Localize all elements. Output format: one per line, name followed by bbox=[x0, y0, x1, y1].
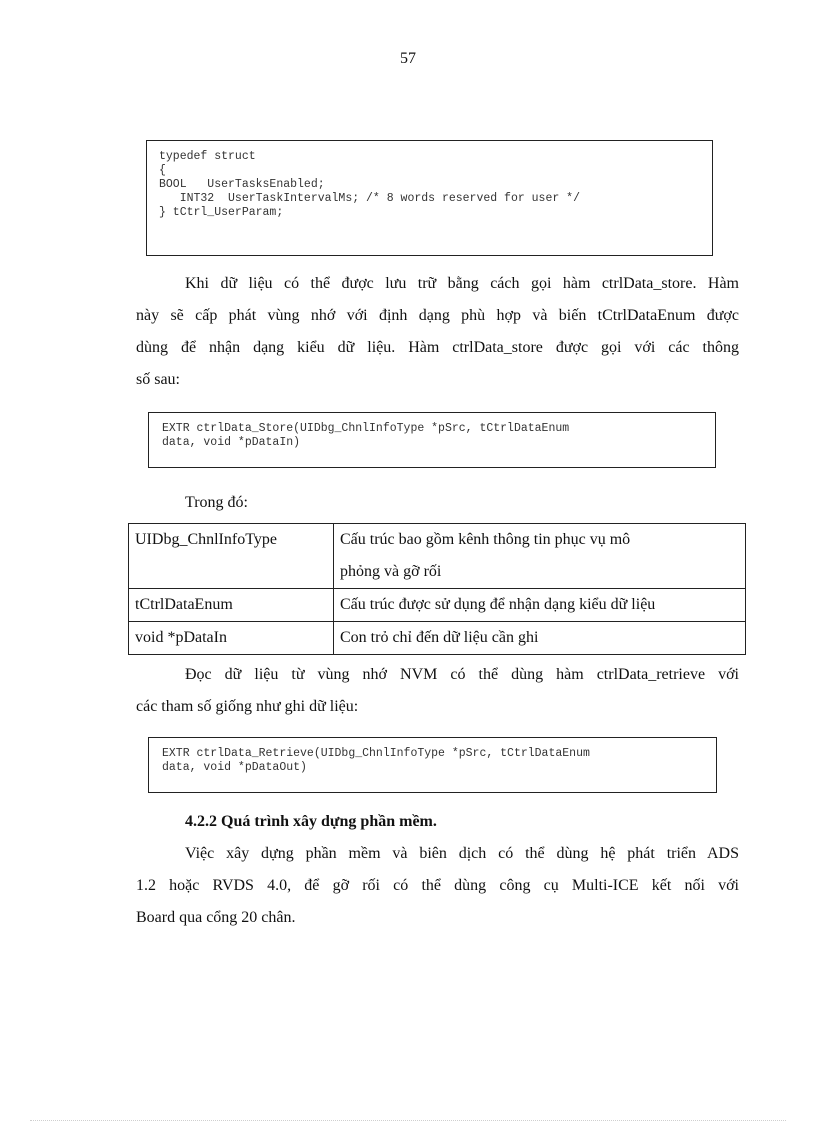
paragraph-retrieve-description bbox=[136, 659, 739, 723]
table-row bbox=[129, 589, 746, 622]
code-line: data, void *pDataIn) bbox=[162, 436, 301, 449]
code-line: EXTR ctrlData_Retrieve(UIDbg_ChnlInfoType *pSrc, tCtrlDataEnum bbox=[162, 747, 590, 760]
cell-line: Con trỏ chỉ đến dữ liệu cần ghi bbox=[340, 629, 539, 646]
page-number: 57 bbox=[400, 50, 416, 67]
table-row bbox=[129, 524, 746, 589]
code-line: typedef struct bbox=[159, 150, 256, 163]
code-line: { bbox=[159, 164, 166, 177]
text-line: Trong đó: bbox=[185, 494, 248, 511]
code-block-store-signature bbox=[148, 412, 716, 468]
table-cell-name: void *pDataIn bbox=[129, 622, 334, 655]
code-line: EXTR ctrlData_Store(UIDbg_ChnlInfoType *pSrc, tCtrlDataEnum bbox=[162, 422, 570, 435]
cell-line: phỏng và gỡ rối bbox=[340, 563, 442, 580]
paragraph-store-description bbox=[136, 268, 739, 396]
table-cell-name: UIDbg_ChnlInfoType bbox=[129, 524, 334, 589]
trong-do-label bbox=[136, 487, 739, 519]
text-line: Board qua cổng 20 chân. bbox=[136, 909, 296, 926]
code-block-struct bbox=[146, 140, 713, 256]
text-line: các tham số giống như ghi dữ liệu: bbox=[136, 698, 359, 715]
table-cell-description bbox=[334, 524, 746, 589]
code-line: data, void *pDataOut) bbox=[162, 761, 307, 774]
paragraph-build-description bbox=[136, 838, 739, 934]
text-line: dùng để nhận dạng kiểu dữ liệu. Hàm ctrlData_store được gọi với các thông bbox=[136, 339, 739, 356]
text-line: Khi dữ liệu có thể được lưu trữ bằng cách gọi hàm ctrlData_store. Hàm bbox=[185, 275, 739, 292]
parameter-table bbox=[128, 523, 746, 655]
cell-line: Cấu trúc bao gồm kênh thông tin phục vụ mô bbox=[340, 531, 631, 548]
section-heading: 4.2.2 Quá trình xây dựng phần mềm. bbox=[185, 813, 437, 830]
code-block-retrieve-signature bbox=[148, 737, 717, 793]
code-line: } tCtrl_UserParam; bbox=[159, 206, 284, 219]
text-line: này sẽ cấp phát vùng nhớ với định dạng phù hợp và biến tCtrlDataEnum được bbox=[136, 307, 739, 324]
table-cell-description bbox=[334, 622, 746, 655]
table-cell-name: tCtrlDataEnum bbox=[129, 589, 334, 622]
footer-divider bbox=[30, 1120, 786, 1121]
code-line: INT32 UserTaskIntervalMs; /* 8 words reserved for user */ bbox=[159, 192, 580, 205]
table-row bbox=[129, 622, 746, 655]
cell-line: Cấu trúc được sử dụng để nhận dạng kiểu dữ liệu bbox=[340, 596, 656, 613]
text-line: Việc xây dựng phần mềm và biên dịch có thể dùng hệ phát triển ADS bbox=[185, 845, 739, 862]
code-line: BOOL UserTasksEnabled; bbox=[159, 178, 325, 191]
table-cell-description bbox=[334, 589, 746, 622]
text-line: số sau: bbox=[136, 371, 180, 388]
text-line: 1.2 hoặc RVDS 4.0, để gỡ rối có thể dùng công cụ Multi-ICE kết nối với bbox=[136, 877, 739, 894]
text-line: Đọc dữ liệu từ vùng nhớ NVM có thể dùng hàm ctrlData_retrieve với bbox=[185, 666, 739, 683]
